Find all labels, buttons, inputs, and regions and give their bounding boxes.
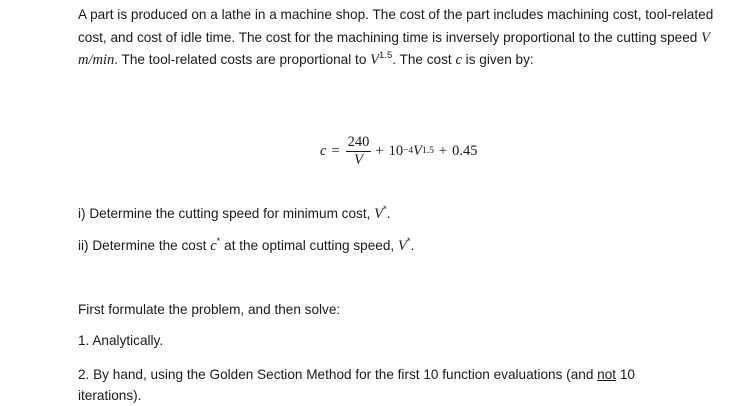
- equation-constant: 0.45: [452, 142, 478, 159]
- equation-fraction: [346, 134, 372, 169]
- fraction-denominator: V: [354, 151, 363, 168]
- question-1-end: .: [386, 206, 391, 221]
- instruction-item-2-text-a: 2. By hand, using the Golden Section Method for the first 10 function evaluations (and: [78, 367, 598, 382]
- intro-text-3: . The cost: [392, 52, 456, 68]
- instruction-item-1: 1. Analytically.: [78, 333, 164, 348]
- instruction-item-2-not: not: [597, 367, 617, 382]
- question-2-star-2: *: [406, 236, 411, 247]
- speed-variable: V m/min: [78, 29, 710, 69]
- exponent-power: 1.5: [379, 50, 393, 62]
- cost-equation: [320, 128, 477, 174]
- question-2-text: ii) Determine the cost: [78, 238, 211, 253]
- equation-equals: =: [331, 142, 340, 159]
- equation-plus-2: +: [438, 142, 448, 159]
- question-1-star: *: [383, 204, 387, 215]
- instruction-item-2-text-b: 10 iterations).: [78, 367, 635, 403]
- question-1-text: i) Determine the cutting speed for minimum cost,: [78, 206, 375, 221]
- intro-text-4: is given by:: [461, 52, 534, 68]
- exponent-base: V: [370, 52, 380, 69]
- equation-variable: V: [413, 142, 423, 159]
- intro-paragraph: [78, 4, 718, 72]
- fraction-numerator: 240: [347, 133, 370, 150]
- coefficient-base: 10: [388, 142, 404, 159]
- problem-statement: [78, 4, 718, 72]
- question-2: [78, 238, 414, 255]
- instruction-item-2: [78, 364, 698, 406]
- question-2-variable-2: V: [397, 238, 407, 254]
- question-2-mid: at the optimal cutting speed,: [220, 238, 398, 253]
- equation-lhs: c: [320, 142, 327, 159]
- intro-text-1: A part is produced on a lathe in a machine shop. The cost of the part includes machining cost, tool-related cost, and cost of idle time. The cost for the machining time is inversely proportional to the cutting speed: [78, 7, 714, 45]
- equation-rest: + 10 −4 V 1.5 + 0.45: [375, 142, 478, 159]
- cost-variable: c: [455, 52, 462, 69]
- question-1: [78, 206, 391, 223]
- question-1-variable: V: [374, 206, 384, 222]
- question-2-star: *: [216, 236, 221, 247]
- question-2-variable: c: [210, 238, 217, 254]
- intro-text-2: . The tool-related costs are proportional to: [114, 52, 371, 68]
- question-2-end: .: [410, 238, 415, 253]
- instructions-lead: First formulate the problem, and then solve:: [78, 302, 341, 317]
- equation-plus-1: +: [375, 142, 384, 159]
